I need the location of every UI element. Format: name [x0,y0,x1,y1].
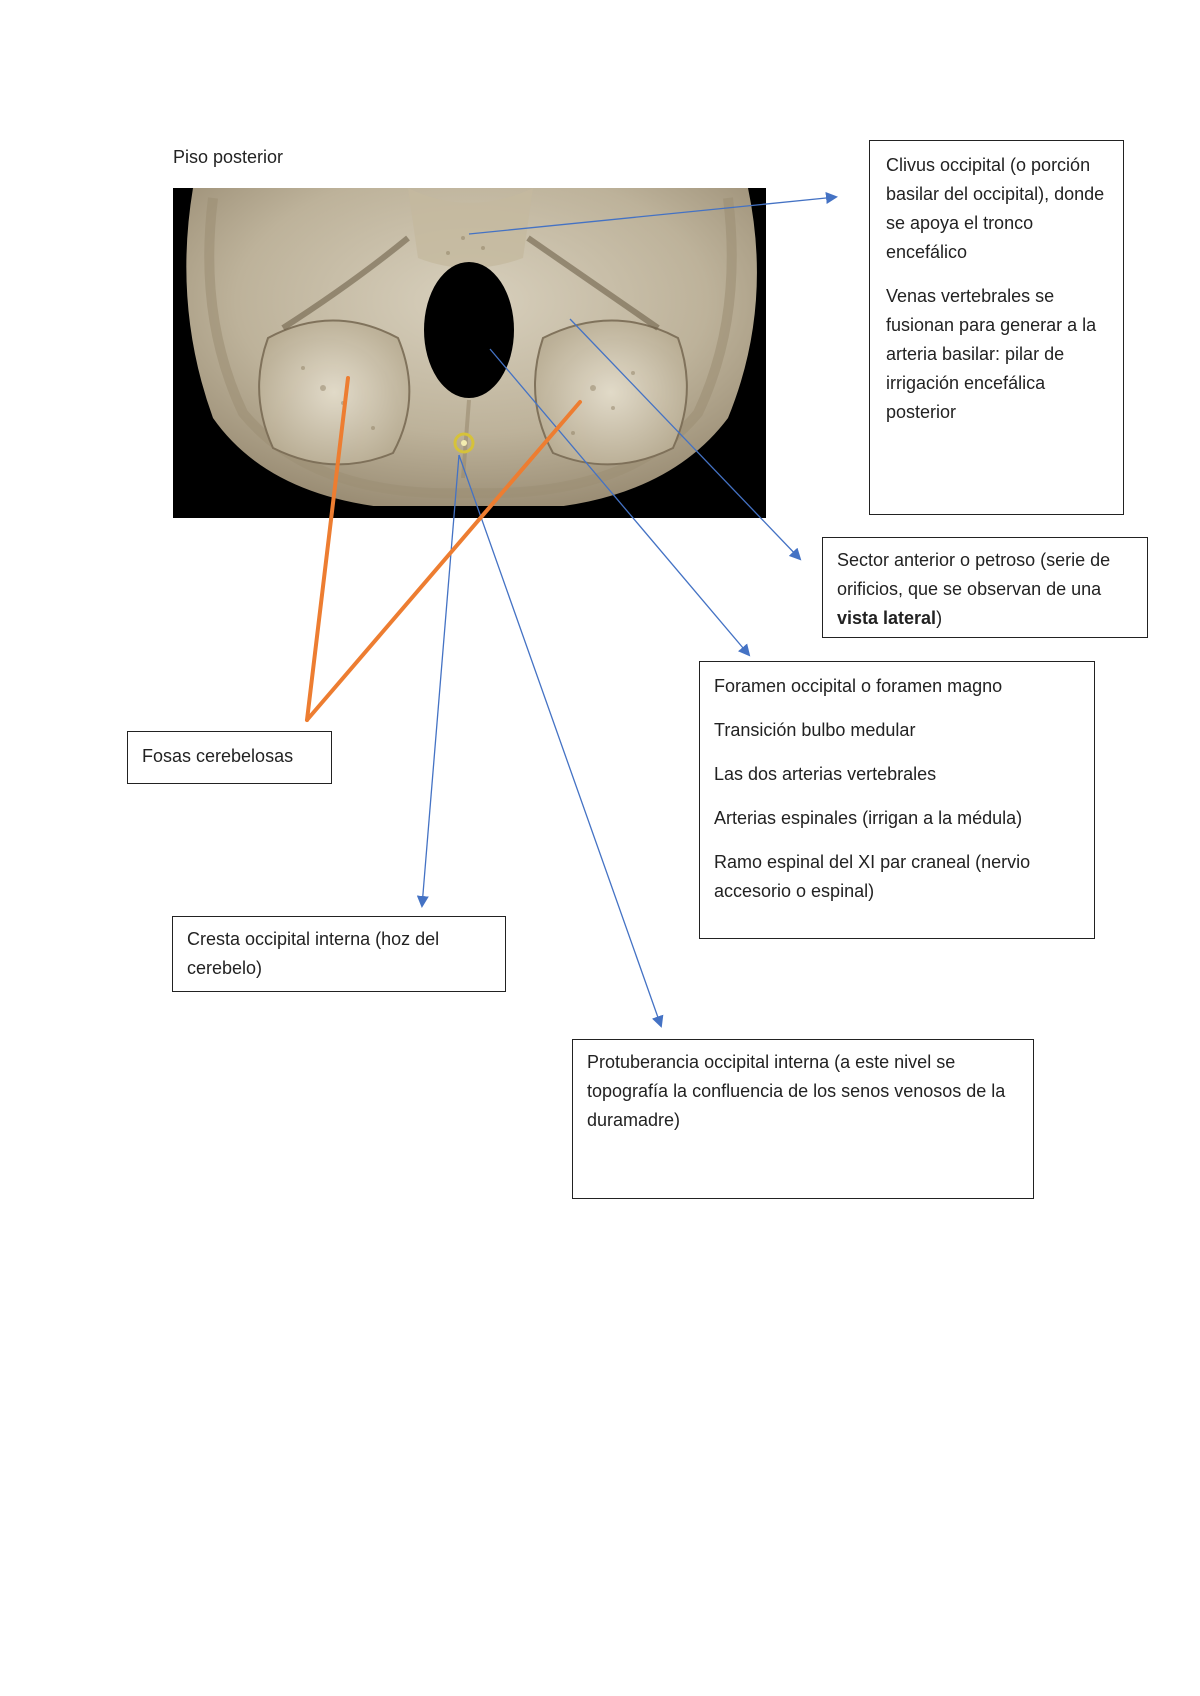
protuberancia-text: Protuberancia occipital interna (a este nivel se topografía la confluencia de los senos venosos de la duramadre) [587,1052,1006,1130]
foramen-item: Foramen occipital o foramen magno [714,676,1003,696]
foramen-item: Ramo espinal del XI par craneal (nervio accesorio o espinal) [714,852,1031,901]
fosas-box [127,731,332,784]
skull-base-photo [173,188,766,518]
sector-text-end: ) [936,608,943,628]
fosas-text: Fosas cerebelosas [142,746,294,766]
foramen-item: Las dos arterias vertebrales [714,764,937,784]
arrow-cresta [422,455,459,906]
cresta-text: Cresta occipital interna (hoz del cerebelo) [187,929,440,978]
venas-text: Venas vertebrales se fusionan para generar a la arteria basilar: pilar de irrigación encefálica posterior [886,286,1097,422]
page-heading: Piso posterior [173,147,284,167]
clivus-box [869,140,1124,515]
sector-text: Sector anterior o petroso (serie de orificios, que se observan de una [837,550,1111,599]
clivus-text: Clivus occipital (o porción basilar del occipital), donde se apoya el tronco encefálico [886,155,1105,262]
sector-anterior-box [822,537,1148,638]
sector-bold-text: vista lateral [837,608,937,628]
protuberancia-box [572,1039,1034,1199]
foramen-box [699,661,1095,939]
foramen-item: Transición bulbo medular [714,720,916,740]
foramen-item: Arterias espinales (irrigan a la médula) [714,808,1023,828]
cresta-box [172,916,506,992]
